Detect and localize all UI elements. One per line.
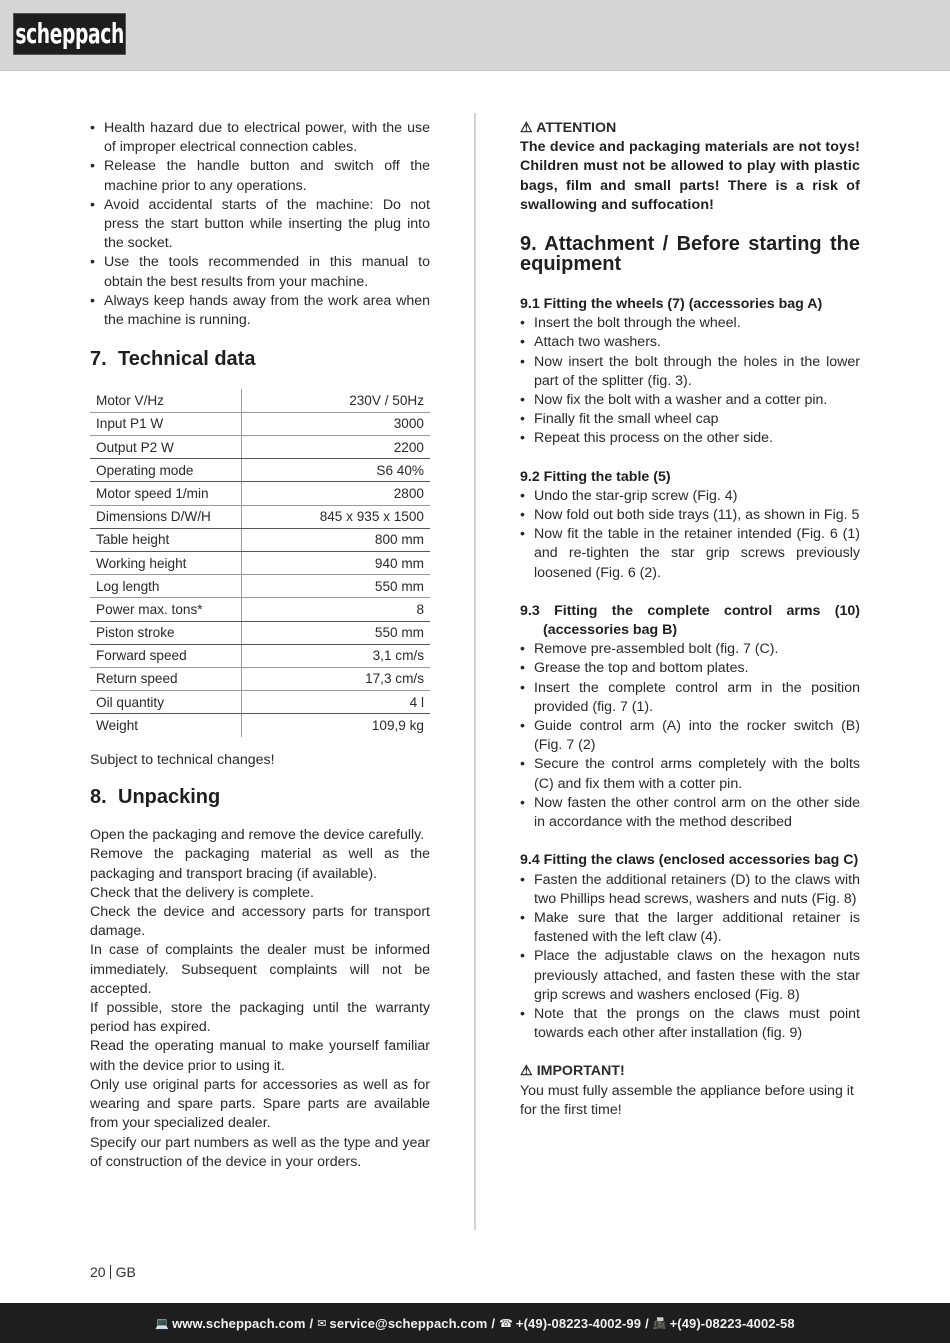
page-number-separator (110, 1265, 111, 1279)
table-row: Motor V/Hz 230V / 50Hz (90, 389, 430, 412)
page-number: 20 GB (90, 1264, 136, 1280)
paragraph: Open the packaging and remove the device carefully. (90, 827, 425, 844)
paragraph: Check the device and accessory parts for transport damage. (90, 904, 430, 940)
section-7-heading: 7. Technical data (90, 348, 256, 371)
phone-icon: ☎ (499, 1317, 513, 1330)
fax-number: +(49)-08223-4002-58 (669, 1315, 795, 1331)
subsection-9-4 (520, 851, 860, 1043)
column-divider (474, 113, 476, 1230)
table-row: Log length 550 mm (90, 575, 430, 598)
list-item: • Make sure that the larger additional retainer is fastened with the left claw (4). (520, 909, 860, 947)
list-item: • Grease the top and bottom plates. (520, 659, 860, 678)
list-item: • Avoid accidental starts of the machine: Do not press the start button while inserting the plug into the socket. (90, 196, 430, 254)
subsection-heading: 9.4 Fitting the claws (enclosed accessories bag C) (520, 852, 859, 869)
subsection-heading: 9.2 Fitting the table (5) (520, 468, 671, 485)
table-row: Power max. tons* 8 (90, 598, 430, 621)
list-item: • Guide control arm (A) into the rocker switch (B) (Fig. 7 (2) (520, 717, 860, 755)
list-item: • Secure the control arms completely with the bolts (C) and fix them with a cotter pin. (520, 755, 860, 793)
list-item: • Remove pre-assembled bolt (fig. 7 (C). (520, 640, 860, 659)
mail-icon: ✉ (317, 1317, 327, 1330)
email-link[interactable]: service@scheppach.com (329, 1315, 488, 1331)
computer-icon: 💻 (155, 1317, 170, 1330)
paragraph: Read the operating manual to make yourself familiar with the device prior to using it. (90, 1038, 430, 1074)
phone-number: +(49)-08223-4002-99 (515, 1315, 642, 1331)
subsection-heading: 9.1 Fitting the wheels (7) (accessories bag A) (520, 296, 823, 313)
list-item: • Now fold out both side trays (11), as shown in Fig. 5 (520, 506, 860, 525)
subsection-9-3 (520, 602, 860, 832)
table-row: Output P2 W 2200 (90, 436, 430, 459)
list-item: • Now fit the table in the retainer intended (Fig. 6 (1) and re-tighten the star grip screws previously loosened (Fig. 6 (2). (520, 525, 860, 583)
list-item: • Now fix the bolt with a washer and a cotter pin. (520, 391, 860, 410)
contact-footer: 💻 www.scheppach.com / ✉ service@scheppach.com / ☎ +(49)-08223-4002-99 / 📠 +(49)-08223-4002-58 (0, 1303, 950, 1343)
list-item: • Undo the star-grip screw (Fig. 4) (520, 487, 860, 506)
subsection-heading: 9.3 Fitting the complete control arms (10) (accessories bag B) (520, 602, 860, 639)
list-item: • Now fasten the other control arm on the other side in accordance with the method described (520, 794, 860, 832)
important-notice: ⚠ IMPORTANT! You must fully assemble the appliance before using it for the first time! (520, 1062, 860, 1120)
paragraph: Specify our part numbers as well as the type and year of construction of the device in your orders. (90, 1134, 430, 1170)
scheppach-logo: scheppach (13, 13, 126, 55)
table-row: Operating mode S6 40% (90, 459, 430, 482)
list-item: • Repeat this process on the other side. (520, 429, 860, 448)
list-item: • Now insert the bolt through the holes in the lower part of the splitter (fig. 3). (520, 353, 860, 391)
technical-changes-note: Subject to technical changes! (90, 752, 275, 769)
table-row: Motor speed 1/min 2800 (90, 482, 430, 505)
table-row: Working height 940 mm (90, 552, 430, 575)
table-row: Input P1 W 3000 (90, 412, 430, 435)
table-row: Weight 109,9 kg (90, 714, 430, 737)
website-link[interactable]: www.scheppach.com (172, 1315, 306, 1331)
subsection-9-2 (520, 468, 860, 583)
list-item: • Fasten the additional retainers (D) to the claws with two Phillips head screws, washers and nuts (Fig. 8) (520, 871, 860, 909)
list-item: • Always keep hands away from the work area when the machine is running. (90, 292, 430, 330)
paragraph: Only use original parts for accessories as well as for wearing and spare parts. Spare parts are available from your specialized dealer. (90, 1076, 430, 1132)
attention-notice: ⚠ ATTENTION The device and packaging materials are not toys! Children must not be allowed to play with plastic bags, film and small parts! There is a risk of swallowing and suffocation! (520, 119, 860, 215)
header-band (0, 0, 950, 71)
attention-text: The device and packaging materials are not toys! Children must not be allowed to play with plastic bags, film and small parts! There is a risk of swallowing and suffocation! (520, 139, 860, 213)
paragraph: Remove the packaging material as well as the packaging and transport bracing (if available). (90, 846, 430, 882)
paragraph: In case of complaints the dealer must be informed immediately. Subsequent complaints will not be accepted. (90, 942, 430, 997)
list-item: • Finally fit the small wheel cap (520, 410, 860, 429)
table-row: Return speed 17,3 cm/s (90, 667, 430, 690)
warning-triangle-icon: ⚠ (520, 120, 533, 136)
unpacking-text (90, 826, 430, 1172)
list-item: • Insert the bolt through the wheel. (520, 314, 860, 333)
warning-triangle-icon: ⚠ (520, 1063, 533, 1080)
list-item: • Note that the prongs on the claws must point towards each other after installation (fig. 9) (520, 1005, 860, 1043)
table-row: Forward speed 3,1 cm/s (90, 644, 430, 667)
important-text: You must fully assemble the appliance before using it for the first time! (520, 1082, 854, 1118)
list-item: • Place the adjustable claws on the hexagon nuts previously attached, and fasten these with the star grip screws and washers enclosed (Fig. 8) (520, 947, 860, 1005)
paragraph: Check that the delivery is complete. (90, 884, 314, 901)
list-item: • Use the tools recommended in this manual to obtain the best results from your machine. (90, 253, 430, 291)
technical-data-table (90, 389, 430, 737)
table-row: Dimensions D/W/H 845 x 935 x 1500 (90, 505, 430, 528)
table-row: Oil quantity 4 l (90, 691, 430, 714)
list-item: • Attach two washers. (520, 333, 860, 352)
table-row: Table height 800 mm (90, 528, 430, 551)
table-row: Piston stroke 550 mm (90, 621, 430, 644)
list-item: • Insert the complete control arm in the position provided (fig. 7 (1). (520, 679, 860, 717)
left-column (90, 119, 430, 1172)
safety-bullet-list (90, 119, 430, 330)
list-item: • Release the handle button and switch off the machine prior to any operations. (90, 157, 430, 195)
paragraph: If possible, store the packaging until the warranty period has expired. (90, 1000, 430, 1036)
section-9-heading: 9. Attachment / Before starting the equipment (520, 233, 860, 275)
list-item: • Health hazard due to electrical power, with the use of improper electrical connection cables. (90, 119, 430, 157)
subsection-9-1 (520, 295, 860, 449)
section-8-heading: 8. Unpacking (90, 786, 221, 809)
fax-icon: 📠 (652, 1317, 667, 1330)
right-column (520, 119, 860, 1120)
